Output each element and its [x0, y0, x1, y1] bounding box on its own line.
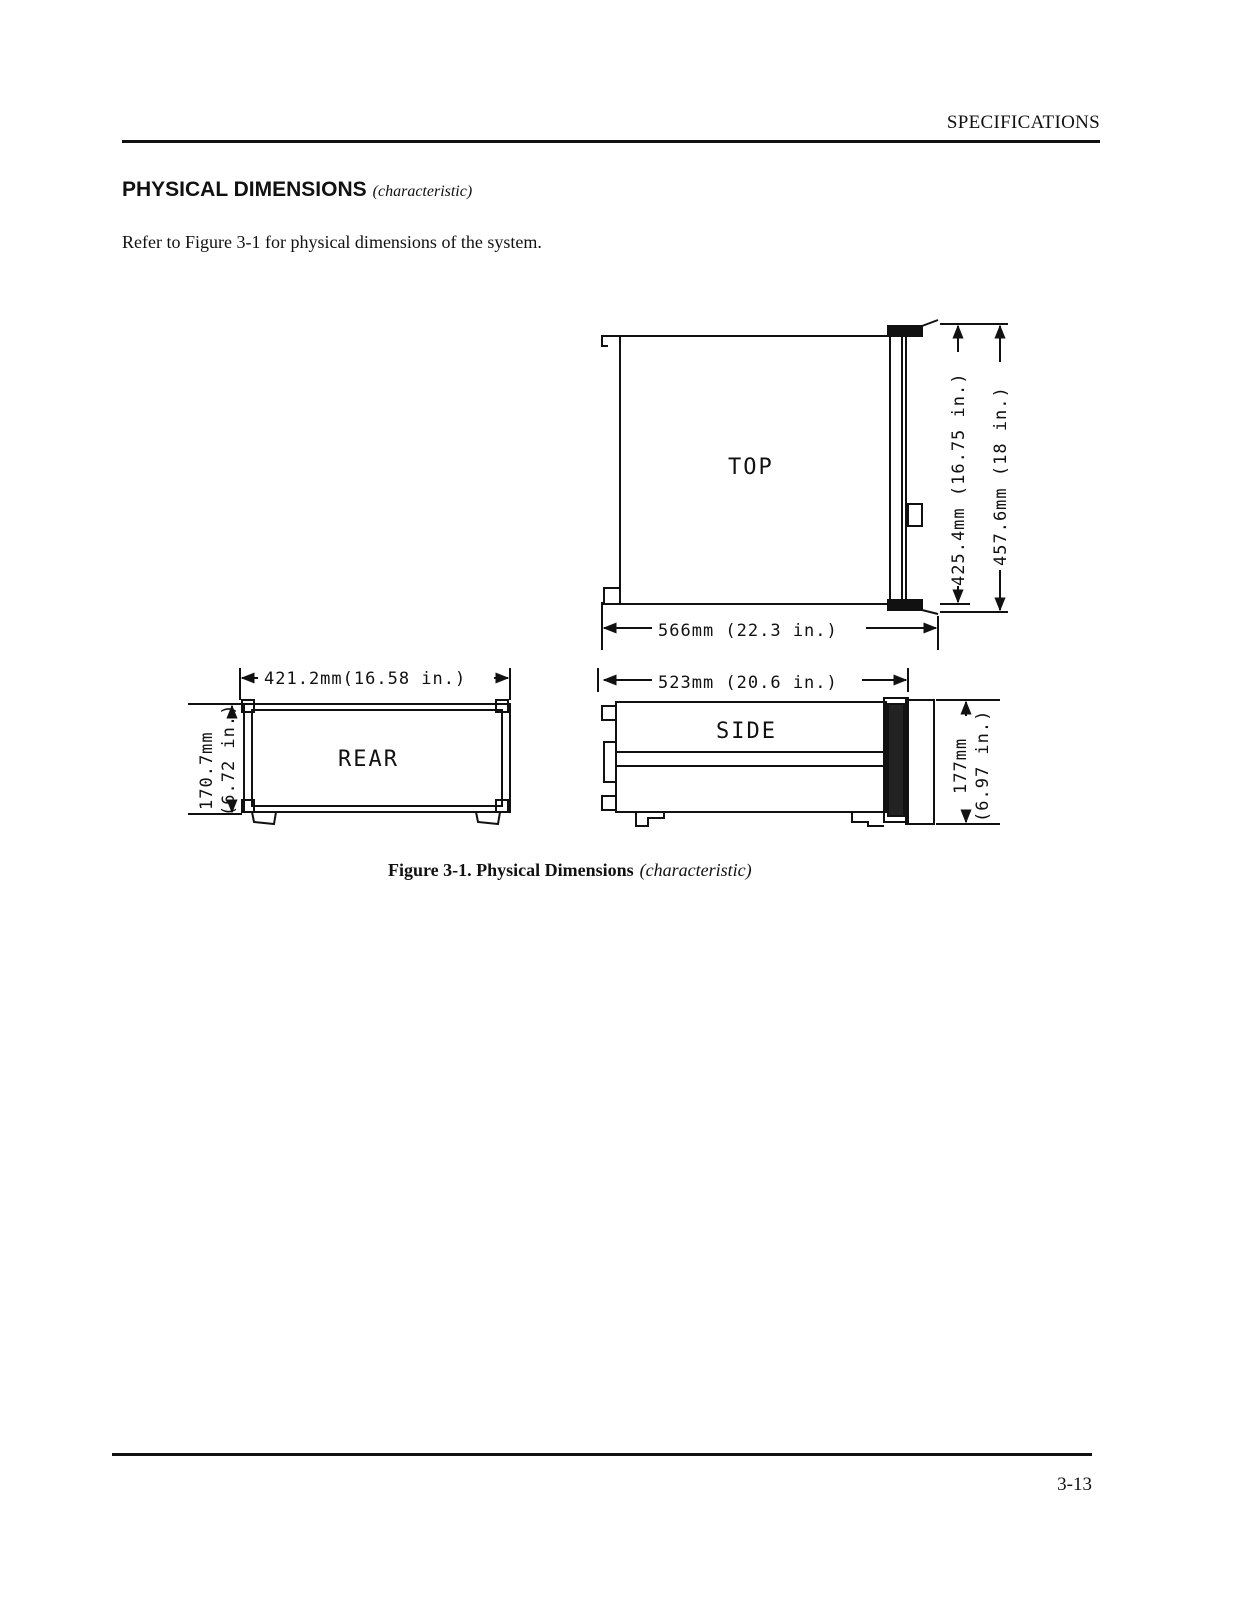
figure-caption-number: Figure 3-1. Physical Dimensions: [388, 860, 634, 880]
rear-view-label: REAR: [338, 747, 399, 772]
figure-caption: [388, 860, 752, 881]
top-width-outer-label: 457.6mm (18 in.): [991, 386, 1011, 566]
figure-caption-qualifier: (characteristic): [639, 860, 752, 880]
section-title-qualifier: (characteristic): [372, 183, 473, 200]
rear-height-in-label: (6.72 in.): [219, 703, 239, 816]
rear-width-label: 421.2mm(16.58 in.): [264, 669, 467, 689]
top-view-label: TOP: [728, 455, 774, 480]
rear-height-mm-label: 170.7mm: [197, 731, 217, 810]
footer-rule: [112, 1453, 1092, 1456]
side-view-label: SIDE: [716, 719, 777, 744]
intro-paragraph: Refer to Figure 3-1 for physical dimensions of the system.: [122, 232, 542, 252]
side-height-in-label: (6.97 in.): [973, 709, 993, 822]
page-number: 3-13: [1057, 1474, 1092, 1495]
top-depth-label: 566mm (22.3 in.): [658, 621, 838, 641]
section-title-text: PHYSICAL DIMENSIONS: [122, 178, 367, 201]
top-view: [602, 320, 1008, 650]
side-depth-label: 523mm (20.6 in.): [658, 673, 838, 693]
side-height-mm-label: 177mm: [951, 737, 971, 794]
running-header: SPECIFICATIONS: [946, 112, 1100, 133]
top-width-inner-label: 425.4mm (16.75 in.): [949, 372, 969, 586]
